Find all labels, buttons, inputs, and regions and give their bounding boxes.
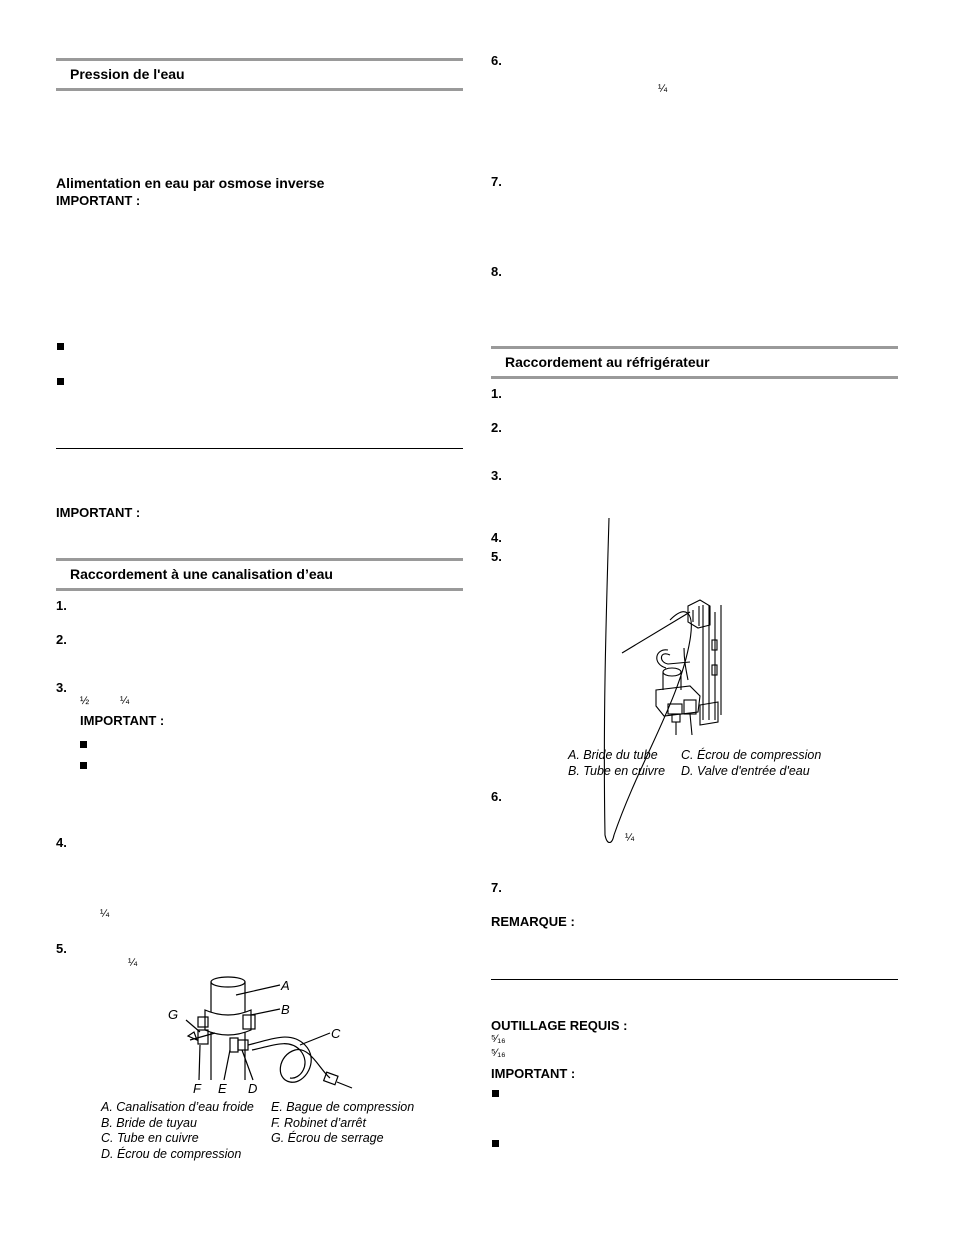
legend-item: A. Canalisation d’eau froide: [101, 1100, 254, 1114]
fraction: ¼: [128, 957, 138, 969]
step-number: 4.: [56, 835, 67, 850]
callout-A: A: [281, 978, 290, 993]
step-number: 6.: [491, 789, 502, 804]
fraction: ⁵⁄₁₆: [491, 1033, 506, 1045]
legend-item: B. Tube en cuivre: [568, 764, 666, 778]
step-number: 1.: [491, 386, 502, 401]
fraction: ¼: [120, 695, 130, 707]
bullet: [492, 1140, 499, 1147]
fraction: ⁵⁄₁₆: [491, 1047, 506, 1059]
fraction: ¼: [625, 832, 635, 844]
callout-B: B: [281, 1002, 290, 1017]
fraction: ¼: [658, 83, 668, 95]
step3-important-label: IMPORTANT :: [80, 713, 165, 728]
legend-item: E. Bague de compression: [271, 1100, 415, 1114]
ro-title: Alimentation en eau par osmose inverse: [56, 175, 325, 191]
divider: [491, 979, 898, 980]
heading-water-pressure: Pression de l'eau: [70, 66, 185, 82]
legend-item: D. Écrou de compression: [101, 1147, 242, 1161]
callout-D: D: [248, 1081, 258, 1096]
fraction: ¼: [100, 908, 110, 920]
step-number: 2.: [56, 632, 67, 647]
step-number: 4.: [491, 530, 502, 545]
step-number: 8.: [491, 264, 502, 279]
callout-F: F: [193, 1081, 201, 1096]
callout-C: C: [331, 1026, 341, 1041]
tools-required-label: OUTILLAGE REQUIS :: [491, 1018, 628, 1033]
heading-fridge-connection: Raccordement au réfrigérateur: [505, 354, 710, 370]
step-number: 7.: [491, 174, 502, 189]
step-number: 2.: [491, 420, 502, 435]
legend-item: A. Bride du tube: [568, 748, 658, 762]
step-number: 3.: [56, 680, 67, 695]
callout-G: G: [168, 1007, 179, 1022]
legend-item: G. Écrou de serrage: [271, 1131, 384, 1145]
important-label: IMPORTANT :: [56, 505, 141, 520]
fraction: ½: [80, 695, 90, 707]
step-number: 1.: [56, 598, 67, 613]
legend-item: C. Écrou de compression: [681, 748, 822, 762]
step-number: 6.: [491, 53, 502, 68]
bullet: [492, 1090, 499, 1097]
legend-item: F. Robinet d’arrêt: [271, 1116, 366, 1130]
ro-important-label: IMPORTANT :: [56, 193, 141, 208]
callout-E: E: [218, 1081, 227, 1096]
legend-item: B. Bride de tuyau: [101, 1116, 197, 1130]
note-label: REMARQUE :: [491, 914, 575, 929]
step-number: 7.: [491, 880, 502, 895]
legend-item: D. Valve d'entrée d'eau: [681, 764, 810, 778]
heading-water-line: Raccordement à une canalisation d’eau: [70, 566, 333, 582]
legend-item: C. Tube en cuivre: [101, 1131, 199, 1145]
step-number: 3.: [491, 468, 502, 483]
step-number: 5.: [56, 941, 67, 956]
tools-important-label: IMPORTANT :: [491, 1066, 576, 1081]
step-number: 5.: [491, 549, 502, 564]
